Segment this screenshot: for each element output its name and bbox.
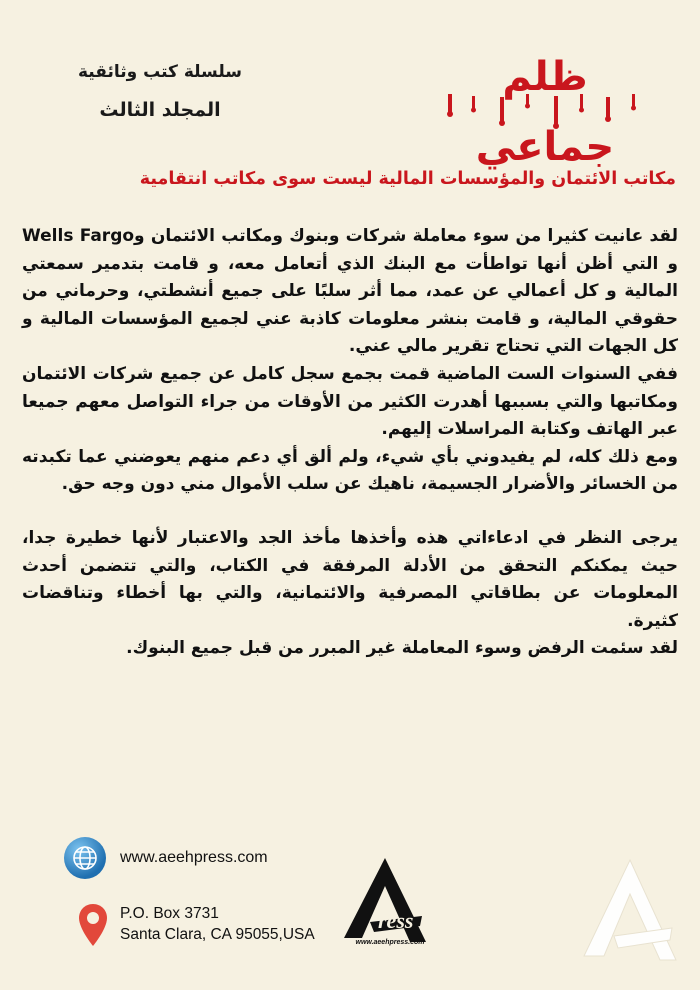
website-contact — [64, 836, 268, 880]
paragraph: لقد عانيت كثيرا من سوء معاملة شركات وبنوك ومكاتب الائتمان وWells Fargo و التي أظن أنها تواطأت مع البنك الذي أتعامل معه، و قامت بتدمير سمعتي المالية و كل أعمالي عن عمد، مما أثر سلبًا على جميع أنشطتي، وحرماني من حقوقي المالية، و قامت بنشر معلومات كاذبة عني لجميع المؤسسات المالية و كل الجهات التي تحتاج تقرير مالي عني. — [22, 226, 678, 357]
subtitle: مكاتب الائتمان والمؤسسات المالية ليست سوى مكاتب انتقامية — [139, 169, 676, 189]
series-label: سلسلة كتب وثائقية — [77, 62, 243, 82]
volume-label: المجلد الثالث — [99, 99, 221, 121]
globe-icon — [64, 837, 106, 879]
paragraph: يرجى النظر في ادعاءاتي هذه وأخذها مأخذ الجد والاعتبار لأنها خطيرة جدا، حيث يمكنكم التحقق من الأدلة المرفقة في الكتاب، والتي تتضمن أحدث المعلومات عن بطاقاتي المصرفية والائتمانية، والتي بها أخطاء وتناقضات كثيرة. — [22, 527, 678, 631]
mailing-address — [120, 903, 315, 945]
logo-url: www.aeehpress.com — [355, 939, 425, 946]
press-logo-watermark — [580, 856, 680, 976]
paragraph: ففي السنوات الست الماضية قمت بجمع سجل كامل عن جميع شركات الائتمان ومكاتبها والتي بسببها أهدرت الكثير من الأوقات من جراء التواصل معهم جميعا عبر الهاتف وكتابة المراسلات إليهم. — [22, 363, 678, 440]
body-text — [22, 223, 678, 663]
svg-text:ress: ress — [378, 908, 414, 933]
address-line: Santa Clara, CA 95055,USA — [120, 926, 315, 943]
address-contact — [78, 903, 315, 947]
book-title-block — [430, 42, 660, 170]
book-title: ظلم جماعي — [475, 54, 615, 170]
address-line: P.O. Box 3731 — [120, 905, 219, 922]
paragraph: لقد سئمت الرفض وسوء المعاملة غير المبرر من قبل جميع البنوك. — [126, 638, 678, 659]
series-block — [40, 58, 280, 126]
paragraph: ومع ذلك كله، لم يفيدوني بأي شيء، ولم ألق أي دعم منهم يعوضني عما تكبدته من الخسائر والأضرار الجسيمة، ناهيك عن سلب الأموال مني دون وجه حق. — [22, 446, 678, 495]
location-pin-icon — [78, 903, 108, 947]
website-link[interactable]: www.aeehpress.com — [120, 849, 268, 866]
